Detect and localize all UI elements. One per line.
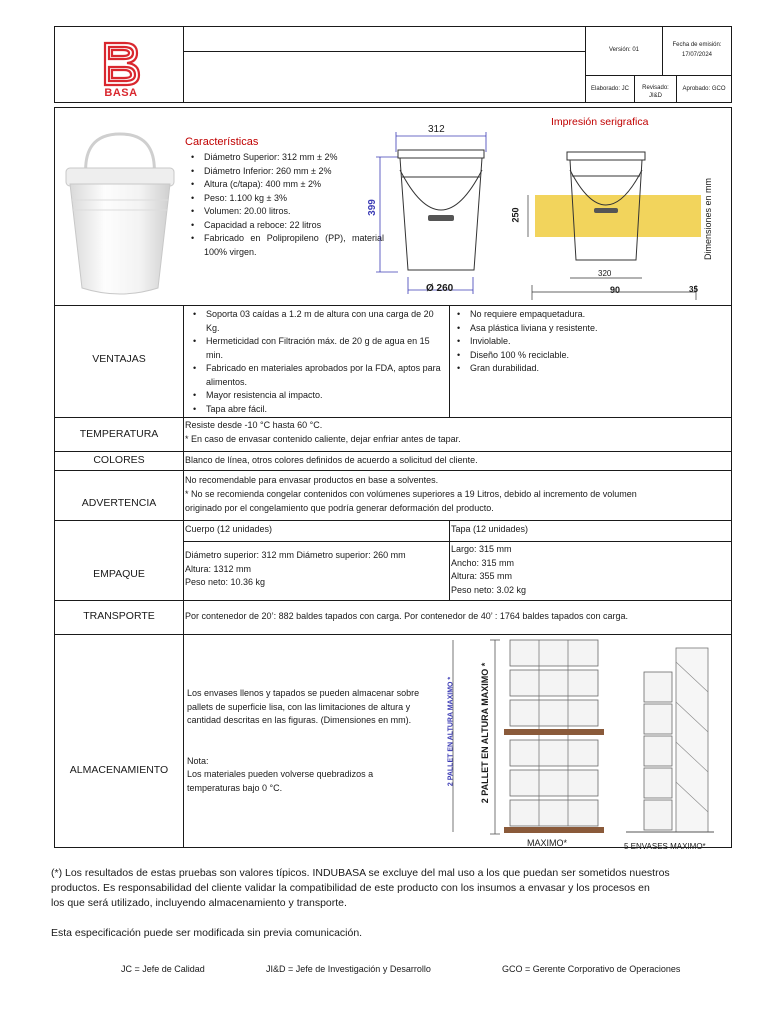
disclaimer-line: (*) Los resultados de estas pruebas son valores típicos. INDUBASA se excluye del mal uso a los que puedan ser sometidos nuestros bbox=[51, 867, 670, 879]
pallet-stacking-figure bbox=[438, 636, 604, 836]
print-drawing-title: Impresión serigrafica bbox=[551, 116, 649, 128]
basa-b-icon bbox=[100, 40, 142, 88]
list-item: • Tapa abre fácil. bbox=[206, 403, 448, 417]
issue-label: Fecha de emisión: bbox=[672, 42, 722, 48]
colores-label: COLORES bbox=[93, 454, 145, 466]
modification-note: Esta especificación puede ser modificada sin previa comunicación. bbox=[51, 927, 363, 939]
logo-text: BASA bbox=[104, 87, 138, 99]
print-width-1: 320 bbox=[598, 269, 612, 278]
list-item: • Diámetro Superior: 312 mm ± 2% bbox=[204, 151, 384, 165]
list-item: • Gran durabilidad. bbox=[470, 362, 740, 376]
list-item: • Hermeticidad con Filtración máx. de 20 g de agua en 15 min. bbox=[206, 335, 448, 362]
disclaimer-line: los que será utilizado, incluyendo almacenamiento y transporte. bbox=[51, 897, 347, 909]
fig-caption-2: 5 ENVASES MAXIMO* bbox=[624, 842, 706, 851]
print-right: 35 bbox=[689, 285, 698, 294]
prepared-text: Elaborado: JC bbox=[590, 86, 630, 92]
reviewed-text-2: JI&D bbox=[648, 93, 662, 99]
advertencia-line-3: originado por el congelamiento que podría generar deformación del producto. bbox=[185, 503, 494, 513]
legend-jid: JI&D = Jefe de Investigación y Desarrollo bbox=[266, 964, 431, 974]
print-width-2: 90 bbox=[610, 285, 621, 295]
legend-jc: JC = Jefe de Calidad bbox=[121, 964, 205, 974]
colores-text: Blanco de línea, otros colores definidos de acuerdo a solicitud del cliente. bbox=[185, 455, 478, 465]
temperatura-line-2: * En caso de envasar contenido caliente, dejar enfriar antes de tapar. bbox=[185, 434, 461, 444]
temperatura-label: TEMPERATURA bbox=[79, 428, 159, 440]
empaque-body-line: Peso neto: 10.36 kg bbox=[185, 577, 266, 587]
list-item: • Diámetro Inferior: 260 mm ± 2% bbox=[204, 165, 384, 179]
almacenamiento-label: ALMACENAMIENTO bbox=[69, 764, 169, 776]
temperatura-line-1: Resiste desde -10 °C hasta 60 °C. bbox=[185, 420, 323, 430]
disclaimer-line: productos. Es responsabilidad del cliente validar la compatibilidad de este producto con los insumos a envasar y los procesos en bbox=[51, 882, 650, 894]
empaque-body-line: Diámetro superior: 312 mm Diámetro superior: 260 mm bbox=[185, 550, 406, 560]
empaque-lid-line: Peso neto: 3.02 kg bbox=[451, 584, 527, 595]
list-item: • Altura (c/tapa): 400 mm ± 2% bbox=[204, 178, 384, 192]
list-item: • Soporta 03 caídas a 1.2 m de altura con una carga de 20 Kg. bbox=[206, 308, 448, 335]
legend-gco: GCO = Gerente Corporativo de Operaciones bbox=[502, 964, 681, 974]
list-item: • Volumen: 20.00 litros. bbox=[204, 205, 384, 219]
issue-date: 17/07/2024 bbox=[681, 52, 713, 58]
empaque-body-title: Cuerpo (12 unidades) bbox=[185, 524, 273, 534]
drawing-bottom-dim: Ø 260 bbox=[426, 283, 454, 294]
characteristics-title: Características bbox=[185, 136, 259, 148]
print-height: 250 bbox=[510, 207, 521, 223]
list-item: • Fabricado en materiales aprobados por la FDA, aptos para alimentos. bbox=[206, 362, 448, 389]
version-text: Versión: 01 bbox=[608, 47, 640, 53]
advertencia-label: ADVERTENCIA bbox=[81, 497, 157, 509]
empaque-lid-line: Largo: 315 mm bbox=[451, 544, 512, 554]
empaque-lid-title: Tapa (12 unidades) bbox=[451, 524, 529, 534]
print-units: Dimensiones en mm bbox=[703, 177, 713, 260]
bucket-photo bbox=[62, 128, 178, 300]
drawing-top-dim: 312 bbox=[428, 124, 445, 135]
list-item: • No requiere empaquetadura. bbox=[470, 308, 740, 322]
print-drawing bbox=[510, 130, 730, 300]
fig-vertical-text-1: 2 PALLET EN ALTURA MAXIMO * bbox=[447, 676, 455, 787]
list-item: • Inviolable. bbox=[470, 335, 740, 349]
fig-caption-1: MAXIMO* bbox=[527, 838, 568, 848]
reviewed-text-1: Revisado: bbox=[642, 85, 669, 91]
characteristics-list bbox=[185, 151, 384, 259]
almacenamiento-text: Los envases llenos y tapados se pueden almacenar sobre pallets de superficie lisa, con las limitaciones de altura y cantidad descritas en las figuras. (Dimensiones en mm). bbox=[187, 688, 420, 725]
basa-logo bbox=[100, 40, 142, 100]
empaque-lid-line: Altura: 355 mm bbox=[451, 571, 513, 581]
almacenamiento-note-title: Nota: bbox=[187, 756, 209, 766]
ventajas-label: VENTAJAS bbox=[92, 353, 146, 365]
fig-vertical-text-2: 2 PALLET EN ALTURA MAXIMO * bbox=[480, 662, 490, 804]
advertencia-line-1: No recomendable para envasar productos en base a solventes. bbox=[185, 475, 439, 485]
empaque-body-line: Altura: 1312 mm bbox=[185, 563, 252, 574]
almacenamiento-note: Los materiales pueden volverse quebradizos a temperaturas bajo 0 °C. bbox=[187, 769, 374, 793]
list-item: • Peso: 1.100 kg ± 3% bbox=[204, 192, 384, 206]
transporte-text: Por contenedor de 20’: 882 baldes tapados con carga. Por contenedor de 40’ : 1764 baldes tapados con carga. bbox=[185, 611, 628, 621]
wall-stacking-figure bbox=[618, 642, 718, 838]
bucket-technical-drawing bbox=[368, 122, 513, 302]
list-item: • Asa plástica liviana y resistente. bbox=[470, 322, 740, 336]
list-item: • Mayor resistencia al impacto. bbox=[206, 389, 448, 403]
empaque-lid-lines bbox=[451, 543, 526, 597]
ventajas-right-list bbox=[452, 308, 740, 376]
empaque-body-lines bbox=[185, 549, 447, 590]
empaque-lid-line: Ancho: 315 mm bbox=[451, 557, 515, 568]
list-item: • Fabricado en Polipropileno (PP), material 100% virgen. bbox=[204, 232, 384, 259]
disclaimer bbox=[51, 866, 731, 911]
list-item: • Capacidad a reboce: 22 litros bbox=[204, 219, 384, 233]
drawing-height-dim: 399 bbox=[366, 199, 378, 216]
advertencia-line-2: * No se recomienda congelar contenidos con volúmenes superiores a 19 Litros, debido al incremento de volumen bbox=[185, 489, 637, 499]
transporte-label: TRANSPORTE bbox=[83, 610, 155, 622]
empaque-label: EMPAQUE bbox=[93, 568, 145, 580]
approved-text: Aprobado: GCO bbox=[682, 86, 726, 92]
list-item: • Diseño 100 % reciclable. bbox=[470, 349, 740, 363]
ventajas-left-list bbox=[187, 308, 448, 416]
